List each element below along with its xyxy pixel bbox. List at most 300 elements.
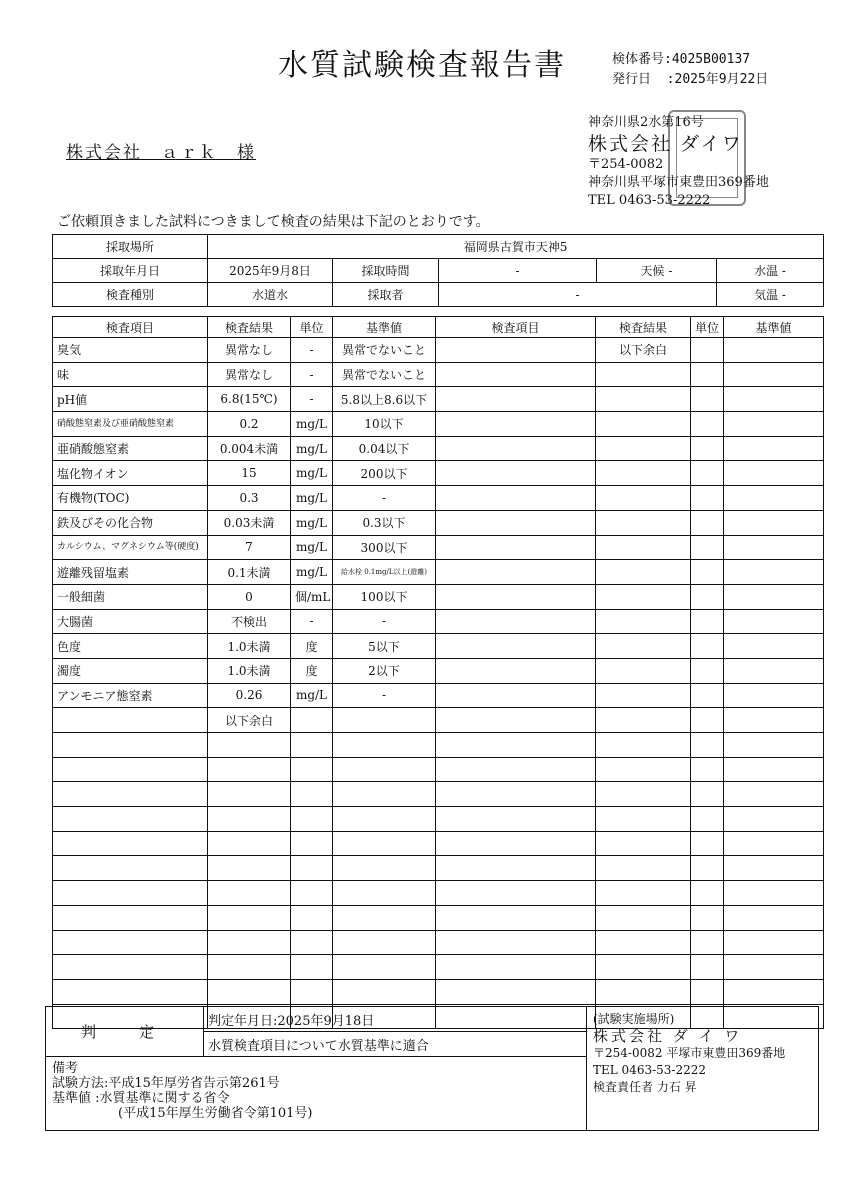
result-result: 0.2 bbox=[208, 412, 291, 437]
result-right-unit bbox=[691, 436, 724, 461]
result-right-item bbox=[436, 658, 596, 683]
result-result: 0.004未満 bbox=[208, 436, 291, 461]
result-right-unit bbox=[691, 362, 724, 387]
result-standard bbox=[333, 930, 436, 955]
result-row bbox=[53, 584, 824, 609]
result-right-result bbox=[596, 362, 691, 387]
result-right-standard bbox=[724, 362, 824, 387]
result-row bbox=[53, 856, 824, 881]
result-unit: mg/L bbox=[291, 683, 333, 708]
result-right-standard bbox=[724, 856, 824, 881]
result-item bbox=[53, 708, 208, 733]
result-result: 0.03未満 bbox=[208, 510, 291, 535]
result-unit: - bbox=[291, 362, 333, 387]
result-item: 鉄及びその化合物 bbox=[53, 510, 208, 535]
location-label: 採取場所 bbox=[53, 235, 208, 259]
result-result bbox=[208, 979, 291, 1004]
result-right-unit bbox=[691, 486, 724, 511]
result-row bbox=[53, 905, 824, 930]
result-unit bbox=[291, 955, 333, 980]
result-item: 硝酸態窒素及び亜硝酸態窒素 bbox=[53, 412, 208, 437]
result-item bbox=[53, 807, 208, 832]
result-right-result bbox=[596, 412, 691, 437]
result-result bbox=[208, 881, 291, 906]
result-right-item bbox=[436, 782, 596, 807]
result-right-item bbox=[436, 461, 596, 486]
result-row bbox=[53, 658, 824, 683]
result-result bbox=[208, 782, 291, 807]
result-right-unit bbox=[691, 584, 724, 609]
result-row bbox=[53, 609, 824, 634]
result-right-item bbox=[436, 905, 596, 930]
result-unit: 度 bbox=[291, 634, 333, 659]
header-unit-right: 単位 bbox=[691, 317, 724, 338]
result-right-item bbox=[436, 683, 596, 708]
air-temp-label: 気温 bbox=[754, 288, 779, 302]
judgement-table bbox=[45, 1006, 819, 1131]
result-right-result bbox=[596, 733, 691, 758]
result-right-unit bbox=[691, 708, 724, 733]
result-row bbox=[53, 510, 824, 535]
result-item: 有機物(TOC) bbox=[53, 486, 208, 511]
result-right-item bbox=[436, 338, 596, 363]
result-result bbox=[208, 733, 291, 758]
result-right-item bbox=[436, 955, 596, 980]
result-item: 一般細菌 bbox=[53, 584, 208, 609]
result-item: 亜硝酸態窒素 bbox=[53, 436, 208, 461]
result-right-result bbox=[596, 560, 691, 585]
result-right-unit bbox=[691, 955, 724, 980]
header-standard-right: 基準値 bbox=[724, 317, 824, 338]
result-standard bbox=[333, 881, 436, 906]
water-temp-cell bbox=[717, 259, 824, 283]
result-standard: 給水栓 0.1mg/L以上(遊離) bbox=[333, 560, 436, 585]
result-standard: - bbox=[333, 683, 436, 708]
result-item: 味 bbox=[53, 362, 208, 387]
result-right-result bbox=[596, 486, 691, 511]
result-standard: 0.3以下 bbox=[333, 510, 436, 535]
result-right-unit bbox=[691, 658, 724, 683]
result-unit: 度 bbox=[291, 658, 333, 683]
result-right-standard bbox=[724, 338, 824, 363]
result-right-result bbox=[596, 510, 691, 535]
result-standard bbox=[333, 955, 436, 980]
result-standard: 異常でないこと bbox=[333, 338, 436, 363]
result-row bbox=[53, 930, 824, 955]
result-right-result bbox=[596, 535, 691, 560]
location-row bbox=[53, 235, 824, 259]
result-result: 1.0未満 bbox=[208, 634, 291, 659]
result-result: 15 bbox=[208, 461, 291, 486]
result-right-unit bbox=[691, 782, 724, 807]
result-right-item bbox=[436, 733, 596, 758]
lab-address: 〒254-0082 平塚市東豊田369番地 bbox=[593, 1046, 786, 1060]
result-right-result bbox=[596, 905, 691, 930]
result-right-item bbox=[436, 807, 596, 832]
result-result: 異常なし bbox=[208, 338, 291, 363]
lab-heading: (試験実施場所) bbox=[593, 1012, 675, 1026]
result-standard: 10以下 bbox=[333, 412, 436, 437]
header-result-right: 検査結果 bbox=[596, 317, 691, 338]
result-result: 6.8(15℃) bbox=[208, 387, 291, 412]
lab-info bbox=[587, 1007, 819, 1131]
result-row bbox=[53, 733, 824, 758]
sampling-info-table bbox=[52, 234, 824, 307]
result-item: 遊離残留塩素 bbox=[53, 560, 208, 585]
result-right-item bbox=[436, 881, 596, 906]
result-right-item bbox=[436, 584, 596, 609]
result-right-unit bbox=[691, 683, 724, 708]
result-row bbox=[53, 486, 824, 511]
result-right-standard bbox=[724, 733, 824, 758]
issue-date-value: 2025年9月22日 bbox=[674, 72, 769, 87]
result-result: 以下余白 bbox=[208, 708, 291, 733]
result-row bbox=[53, 807, 824, 832]
result-right-unit bbox=[691, 461, 724, 486]
date-label: 採取年月日 bbox=[53, 259, 208, 283]
result-unit bbox=[291, 757, 333, 782]
result-standard bbox=[333, 905, 436, 930]
result-right-standard bbox=[724, 510, 824, 535]
intro-text: ご依頼頂きました試料につきまして検査の結果は下記のとおりです。 bbox=[57, 214, 490, 230]
result-standard: 200以下 bbox=[333, 461, 436, 486]
result-right-unit bbox=[691, 733, 724, 758]
result-right-unit bbox=[691, 807, 724, 832]
result-row bbox=[53, 881, 824, 906]
type-value: 水道水 bbox=[208, 283, 333, 307]
result-right-item bbox=[436, 436, 596, 461]
result-right-unit bbox=[691, 881, 724, 906]
result-right-unit bbox=[691, 905, 724, 930]
result-right-result bbox=[596, 584, 691, 609]
result-right-result bbox=[596, 609, 691, 634]
result-result bbox=[208, 955, 291, 980]
result-right-standard bbox=[724, 782, 824, 807]
result-row bbox=[53, 338, 824, 363]
lab-inspector: 検査責任者 力石 昇 bbox=[593, 1080, 697, 1094]
result-standard bbox=[333, 708, 436, 733]
notes-title: 備考 bbox=[52, 1061, 79, 1076]
result-row bbox=[53, 757, 824, 782]
result-right-item bbox=[436, 634, 596, 659]
result-right-item bbox=[436, 979, 596, 1004]
result-right-standard bbox=[724, 535, 824, 560]
result-right-standard bbox=[724, 560, 824, 585]
judgement-result: 水質検査項目について水質基準に適合 bbox=[204, 1032, 587, 1057]
result-right-result bbox=[596, 634, 691, 659]
water-temp-label: 水温 bbox=[754, 264, 779, 278]
result-item bbox=[53, 881, 208, 906]
results-header-row bbox=[53, 317, 824, 338]
result-right-item bbox=[436, 757, 596, 782]
sampler-value: - bbox=[439, 283, 717, 307]
result-unit bbox=[291, 979, 333, 1004]
header-unit: 単位 bbox=[291, 317, 333, 338]
result-result: 0.1未満 bbox=[208, 560, 291, 585]
weather-label: 天候 bbox=[640, 264, 665, 278]
result-right-result bbox=[596, 856, 691, 881]
result-item bbox=[53, 831, 208, 856]
result-right-item bbox=[436, 486, 596, 511]
sample-number bbox=[612, 48, 750, 67]
result-row bbox=[53, 387, 824, 412]
result-row bbox=[53, 955, 824, 980]
sampler-label: 採取者 bbox=[333, 283, 439, 307]
result-right-standard bbox=[724, 436, 824, 461]
result-item: pH値 bbox=[53, 387, 208, 412]
notes-standard-line2: (平成15年厚生労働省令第101号) bbox=[118, 1106, 313, 1121]
result-row bbox=[53, 831, 824, 856]
result-row bbox=[53, 979, 824, 1004]
result-item bbox=[53, 905, 208, 930]
result-item bbox=[53, 757, 208, 782]
result-result: 1.0未満 bbox=[208, 658, 291, 683]
result-right-item bbox=[436, 412, 596, 437]
result-right-unit bbox=[691, 609, 724, 634]
result-right-result bbox=[596, 387, 691, 412]
result-right-item bbox=[436, 831, 596, 856]
result-right-result bbox=[596, 683, 691, 708]
result-right-standard bbox=[724, 955, 824, 980]
result-unit: mg/L bbox=[291, 560, 333, 585]
result-standard bbox=[333, 831, 436, 856]
issuer-postal: 〒254-0082 bbox=[588, 157, 664, 172]
result-standard bbox=[333, 733, 436, 758]
result-right-standard bbox=[724, 905, 824, 930]
result-right-result bbox=[596, 757, 691, 782]
result-right-standard bbox=[724, 881, 824, 906]
result-unit: mg/L bbox=[291, 412, 333, 437]
result-item: 大腸菌 bbox=[53, 609, 208, 634]
result-item: カルシウム、マグネシウム等(硬度) bbox=[53, 535, 208, 560]
result-right-unit bbox=[691, 930, 724, 955]
issuer-address: 神奈川県平塚市東豊田369番地 bbox=[588, 175, 769, 190]
result-standard: - bbox=[333, 609, 436, 634]
sample-number-label: 検体番号: bbox=[612, 52, 672, 67]
result-right-standard bbox=[724, 831, 824, 856]
result-unit: - bbox=[291, 609, 333, 634]
result-item bbox=[53, 733, 208, 758]
result-right-standard bbox=[724, 930, 824, 955]
header-item-right: 検査項目 bbox=[436, 317, 596, 338]
result-standard: - bbox=[333, 486, 436, 511]
result-unit: - bbox=[291, 338, 333, 363]
result-result: 0.26 bbox=[208, 683, 291, 708]
result-item: 臭気 bbox=[53, 338, 208, 363]
judgement-date-value: 2025年9月18日 bbox=[277, 1013, 375, 1029]
result-item: 塩化物イオン bbox=[53, 461, 208, 486]
result-item bbox=[53, 782, 208, 807]
result-unit: mg/L bbox=[291, 535, 333, 560]
result-unit: mg/L bbox=[291, 486, 333, 511]
result-standard: 異常でないこと bbox=[333, 362, 436, 387]
result-right-unit bbox=[691, 634, 724, 659]
result-right-standard bbox=[724, 807, 824, 832]
result-right-unit bbox=[691, 560, 724, 585]
lab-company: 株式会社 ダ イ ワ bbox=[593, 1027, 743, 1045]
result-item bbox=[53, 979, 208, 1004]
result-right-unit bbox=[691, 510, 724, 535]
location-value: 福岡県古賀市天神5 bbox=[208, 235, 824, 259]
result-unit bbox=[291, 831, 333, 856]
result-result: 0.3 bbox=[208, 486, 291, 511]
issuer-tel: TEL 0463-53-2222 bbox=[588, 193, 711, 208]
issue-date-label: 発行日 bbox=[612, 72, 652, 87]
judgement-date-row bbox=[46, 1007, 819, 1032]
result-unit: 個/mL bbox=[291, 584, 333, 609]
result-item bbox=[53, 955, 208, 980]
result-unit bbox=[291, 733, 333, 758]
result-right-unit bbox=[691, 338, 724, 363]
result-row bbox=[53, 535, 824, 560]
result-result: 7 bbox=[208, 535, 291, 560]
result-right-result bbox=[596, 807, 691, 832]
judgement-date-label: 判定年月日: bbox=[208, 1013, 278, 1029]
sample-number-value: 4025B00137 bbox=[671, 52, 751, 67]
result-right-result bbox=[596, 461, 691, 486]
issuer-company: 株式会社 ダイワ bbox=[588, 133, 743, 155]
notes bbox=[46, 1057, 587, 1131]
result-right-result bbox=[596, 881, 691, 906]
result-item: アンモニア態窒素 bbox=[53, 683, 208, 708]
result-item bbox=[53, 930, 208, 955]
result-right-standard bbox=[724, 979, 824, 1004]
result-right-unit bbox=[691, 831, 724, 856]
issuer-registration: 神奈川県2水第16号 bbox=[588, 115, 704, 130]
result-right-item bbox=[436, 609, 596, 634]
results-table bbox=[52, 316, 824, 1029]
result-item bbox=[53, 856, 208, 881]
result-unit bbox=[291, 881, 333, 906]
result-right-result: 以下余白 bbox=[596, 338, 691, 363]
issuer-block bbox=[588, 114, 798, 210]
judgement-date-cell bbox=[204, 1007, 587, 1032]
result-unit: mg/L bbox=[291, 461, 333, 486]
result-standard: 5以下 bbox=[333, 634, 436, 659]
result-right-result bbox=[596, 930, 691, 955]
result-standard bbox=[333, 757, 436, 782]
water-temp-value: - bbox=[781, 264, 786, 278]
notes-method: 試験方法:平成15年厚労省告示第261号 bbox=[52, 1076, 280, 1091]
result-row bbox=[53, 362, 824, 387]
result-right-unit bbox=[691, 979, 724, 1004]
result-right-item bbox=[436, 535, 596, 560]
result-right-item bbox=[436, 510, 596, 535]
result-right-item bbox=[436, 560, 596, 585]
result-right-result bbox=[596, 955, 691, 980]
result-right-standard bbox=[724, 584, 824, 609]
result-item: 色度 bbox=[53, 634, 208, 659]
result-right-item bbox=[436, 362, 596, 387]
result-unit: mg/L bbox=[291, 436, 333, 461]
result-row bbox=[53, 436, 824, 461]
result-right-standard bbox=[724, 486, 824, 511]
result-result: 0 bbox=[208, 584, 291, 609]
type-row bbox=[53, 283, 824, 307]
result-right-unit bbox=[691, 387, 724, 412]
time-label: 採取時間 bbox=[333, 259, 439, 283]
result-standard: 300以下 bbox=[333, 535, 436, 560]
result-right-result bbox=[596, 979, 691, 1004]
result-right-standard bbox=[724, 757, 824, 782]
result-result: 異常なし bbox=[208, 362, 291, 387]
result-standard bbox=[333, 782, 436, 807]
result-right-item bbox=[436, 387, 596, 412]
result-unit bbox=[291, 856, 333, 881]
issue-date: 発行日 :2025年9月22日 bbox=[612, 72, 769, 87]
result-standard bbox=[333, 807, 436, 832]
result-result: 不検出 bbox=[208, 609, 291, 634]
type-label: 検査種別 bbox=[53, 283, 208, 307]
air-temp-cell bbox=[717, 283, 824, 307]
date-row bbox=[53, 259, 824, 283]
result-result bbox=[208, 905, 291, 930]
result-result bbox=[208, 757, 291, 782]
result-right-standard bbox=[724, 634, 824, 659]
lab-tel: TEL 0463-53-2222 bbox=[593, 1063, 707, 1077]
result-right-standard bbox=[724, 658, 824, 683]
result-right-unit bbox=[691, 535, 724, 560]
result-right-result bbox=[596, 436, 691, 461]
result-right-unit bbox=[691, 412, 724, 437]
result-right-result bbox=[596, 658, 691, 683]
weather-cell bbox=[597, 259, 717, 283]
result-right-standard bbox=[724, 708, 824, 733]
judgement-label: 判 定 bbox=[46, 1007, 204, 1057]
result-right-result bbox=[596, 708, 691, 733]
customer-name: 株式会社 ａｒｋ 様 bbox=[66, 143, 256, 163]
result-right-standard bbox=[724, 412, 824, 437]
result-item: 濁度 bbox=[53, 658, 208, 683]
result-unit bbox=[291, 807, 333, 832]
result-unit bbox=[291, 930, 333, 955]
notes-standard-line1: 基準値 :水質基準に関する省令 bbox=[52, 1091, 230, 1106]
result-standard: 100以下 bbox=[333, 584, 436, 609]
date-value: 2025年9月8日 bbox=[208, 259, 333, 283]
result-standard: 5.8以上8.6以下 bbox=[333, 387, 436, 412]
time-value: - bbox=[439, 259, 597, 283]
result-right-unit bbox=[691, 757, 724, 782]
result-row bbox=[53, 560, 824, 585]
result-unit bbox=[291, 782, 333, 807]
result-standard: 2以下 bbox=[333, 658, 436, 683]
result-row bbox=[53, 708, 824, 733]
result-right-item bbox=[436, 856, 596, 881]
result-row bbox=[53, 782, 824, 807]
result-result bbox=[208, 807, 291, 832]
result-right-item bbox=[436, 930, 596, 955]
header-item: 検査項目 bbox=[53, 317, 208, 338]
result-right-standard bbox=[724, 461, 824, 486]
result-standard bbox=[333, 856, 436, 881]
air-temp-value: - bbox=[781, 288, 786, 302]
result-standard bbox=[333, 979, 436, 1004]
result-right-standard bbox=[724, 387, 824, 412]
result-right-item bbox=[436, 708, 596, 733]
result-row bbox=[53, 461, 824, 486]
result-right-result bbox=[596, 782, 691, 807]
result-standard: 0.04以下 bbox=[333, 436, 436, 461]
result-right-standard bbox=[724, 683, 824, 708]
result-right-result bbox=[596, 831, 691, 856]
weather-value: - bbox=[668, 264, 673, 278]
document-title: 水質試験検査報告書 bbox=[278, 48, 566, 83]
result-row bbox=[53, 634, 824, 659]
result-result bbox=[208, 856, 291, 881]
result-row bbox=[53, 683, 824, 708]
result-unit: mg/L bbox=[291, 510, 333, 535]
header-result: 検査結果 bbox=[208, 317, 291, 338]
